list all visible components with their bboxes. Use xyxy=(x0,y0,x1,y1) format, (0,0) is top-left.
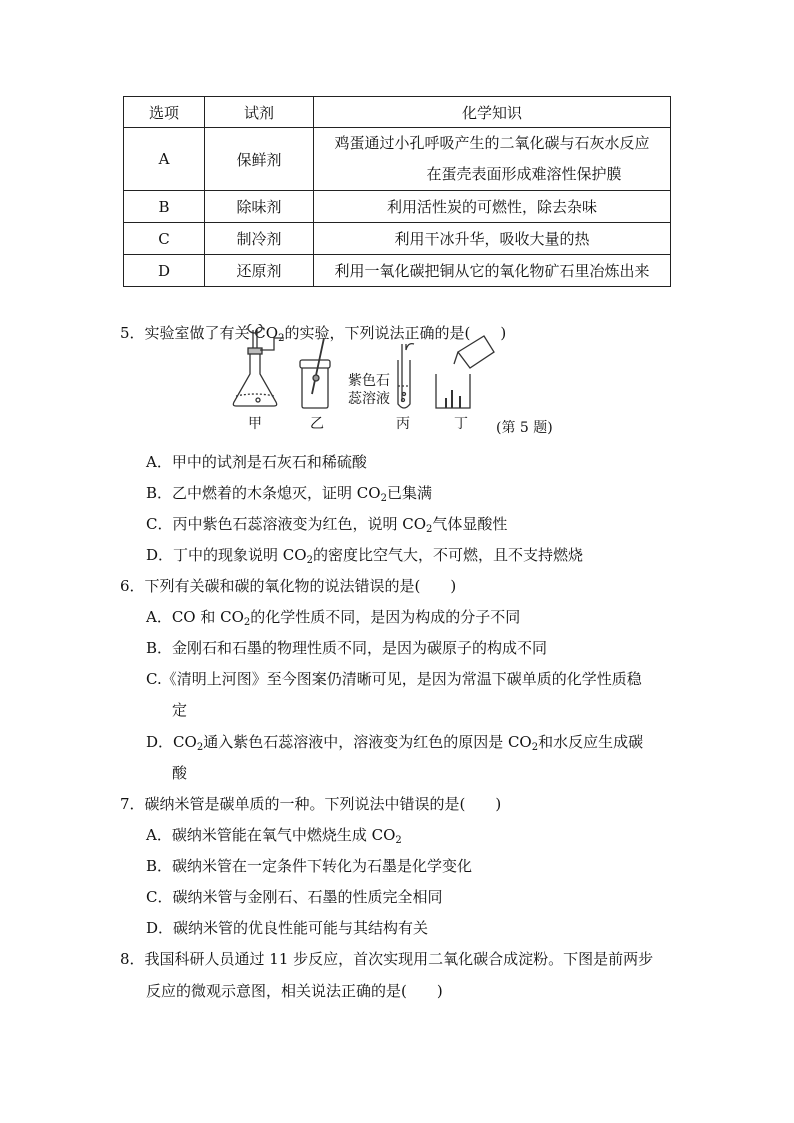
question-5-figure xyxy=(222,324,562,434)
option-text: A．碳纳米管能在氧气中燃烧生成 CO xyxy=(146,826,396,844)
question-8-stem-cont: 反应的微观示意图，相关说法正确的是( ) xyxy=(146,982,443,1000)
table-cell-knowledge: 利用干冰升华，吸收大量的热 xyxy=(314,223,671,255)
table-header: 试剂 xyxy=(205,97,314,128)
question-7-stem: 7．碳纳米管是碳单质的一种。下列说法中错误的是( ) xyxy=(120,795,502,813)
table-cell-knowledge: 利用活性炭的可燃性，除去杂味 xyxy=(314,191,671,223)
table-cell-reagent: 除味剂 xyxy=(205,191,314,223)
conical-flask-icon xyxy=(233,352,276,406)
option-text: 通入紫色石蕊溶液中，溶液变为红色的原因是 CO xyxy=(203,733,532,751)
q6-option-a xyxy=(146,606,520,627)
q7-option-b: B．碳纳米管在一定条件下转化为石墨是化学变化 xyxy=(146,857,473,875)
q7-option-a xyxy=(146,824,402,845)
subscript: 2 xyxy=(196,742,204,753)
subscript: 2 xyxy=(531,742,539,753)
knowledge-line: 在蛋壳表面形成难溶性保护膜 xyxy=(426,165,622,183)
table-cell-reagent: 还原剂 xyxy=(205,255,314,287)
option-text: D．CO xyxy=(146,733,197,751)
question-8-stem: 8．我国科研人员通过 11 步反应，首次实现用二氧化碳合成淀粉。下图是前两步 xyxy=(120,950,654,968)
option-text: C．丙中紫色石蕊溶液变为红色，说明 CO xyxy=(146,515,427,533)
table-cell-option: B xyxy=(124,191,205,223)
table-row xyxy=(124,223,671,255)
pouring-jar-icon xyxy=(458,336,494,368)
option-text: 的密度比空气大，不可燃，且不支持燃烧 xyxy=(312,546,583,564)
question-6-stem: 6．下列有关碳和碳的氧化物的说法错误的是( ) xyxy=(120,577,457,595)
subscript: 2 xyxy=(395,835,402,846)
wooden-stick-icon xyxy=(312,338,324,394)
figure-label-ding: 丁 xyxy=(454,416,468,432)
figure-label-yi: 乙 xyxy=(310,416,324,432)
q6-option-d xyxy=(146,731,643,752)
table-cell-reagent: 保鲜剂 xyxy=(205,128,314,191)
q6-option-c-cont: 定 xyxy=(172,701,188,719)
table-cell-option: C xyxy=(124,223,205,255)
table-cell-option: A xyxy=(124,128,205,191)
table-cell-reagent: 制冷剂 xyxy=(205,223,314,255)
table-row xyxy=(124,191,671,223)
reagent-label: 蕊溶液 xyxy=(348,391,390,407)
table-header: 化学知识 xyxy=(314,97,671,128)
subscript: 2 xyxy=(426,524,433,535)
subscript: 2 xyxy=(306,555,313,566)
figure-label-jia: 甲 xyxy=(248,416,262,432)
stem-text: 5．实验室做了有关 CO xyxy=(120,324,279,342)
knowledge-line: 鸡蛋通过小孔呼吸产生的二氧化碳与石灰水反应 xyxy=(334,134,650,152)
option-text: 已集满 xyxy=(386,484,432,502)
q6-option-c: C.《清明上河图》至今图案仍清晰可见，是因为常温下碳单质的化学性质稳 xyxy=(146,670,642,688)
q7-option-d: D．碳纳米管的优良性能可能与其结构有关 xyxy=(146,919,429,937)
funnel-icon xyxy=(248,324,262,333)
table-cell-option: D xyxy=(124,255,205,287)
table-row xyxy=(124,255,671,287)
reagent-table xyxy=(123,96,671,287)
gas-jar-icon xyxy=(302,368,328,408)
figure-label-bing: 丙 xyxy=(396,416,410,432)
subscript: 2 xyxy=(278,333,285,344)
q5-option-d xyxy=(146,544,583,565)
stem-text: 的实验，下列说法正确的是( ) xyxy=(284,324,507,342)
subscript: 2 xyxy=(380,493,387,504)
q5-option-b xyxy=(146,482,432,503)
table-cell-knowledge xyxy=(314,128,671,191)
figure-caption: (第 5 题) xyxy=(496,420,553,436)
option-text: B．乙中燃着的木条熄灭，证明 CO xyxy=(146,484,381,502)
reagent-label: 紫色石 xyxy=(348,373,390,389)
q6-option-b: B．金刚石和石墨的物理性质不同，是因为碳原子的构成不同 xyxy=(146,639,548,657)
table-row xyxy=(124,128,671,191)
q7-option-c: C．碳纳米管与金刚石、石墨的性质完全相同 xyxy=(146,888,443,906)
q6-option-d-cont: 酸 xyxy=(172,764,188,782)
table-cell-knowledge: 利用一氧化碳把铜从它的氧化物矿石里冶炼出来 xyxy=(314,255,671,287)
subscript: 2 xyxy=(243,617,251,628)
option-text: 和水反应生成碳 xyxy=(538,733,644,751)
option-text: A．CO 和 CO xyxy=(146,608,244,626)
q5-option-c xyxy=(146,513,507,534)
option-text: 的化学性质不同，是因为构成的分子不同 xyxy=(250,608,521,626)
option-text: 气体显酸性 xyxy=(432,515,508,533)
table-header: 选项 xyxy=(124,97,205,128)
option-text: D．丁中的现象说明 CO xyxy=(146,546,307,564)
table-header-row xyxy=(124,97,671,128)
q5-option-a: A．甲中的试剂是石灰石和稀硫酸 xyxy=(146,453,367,471)
